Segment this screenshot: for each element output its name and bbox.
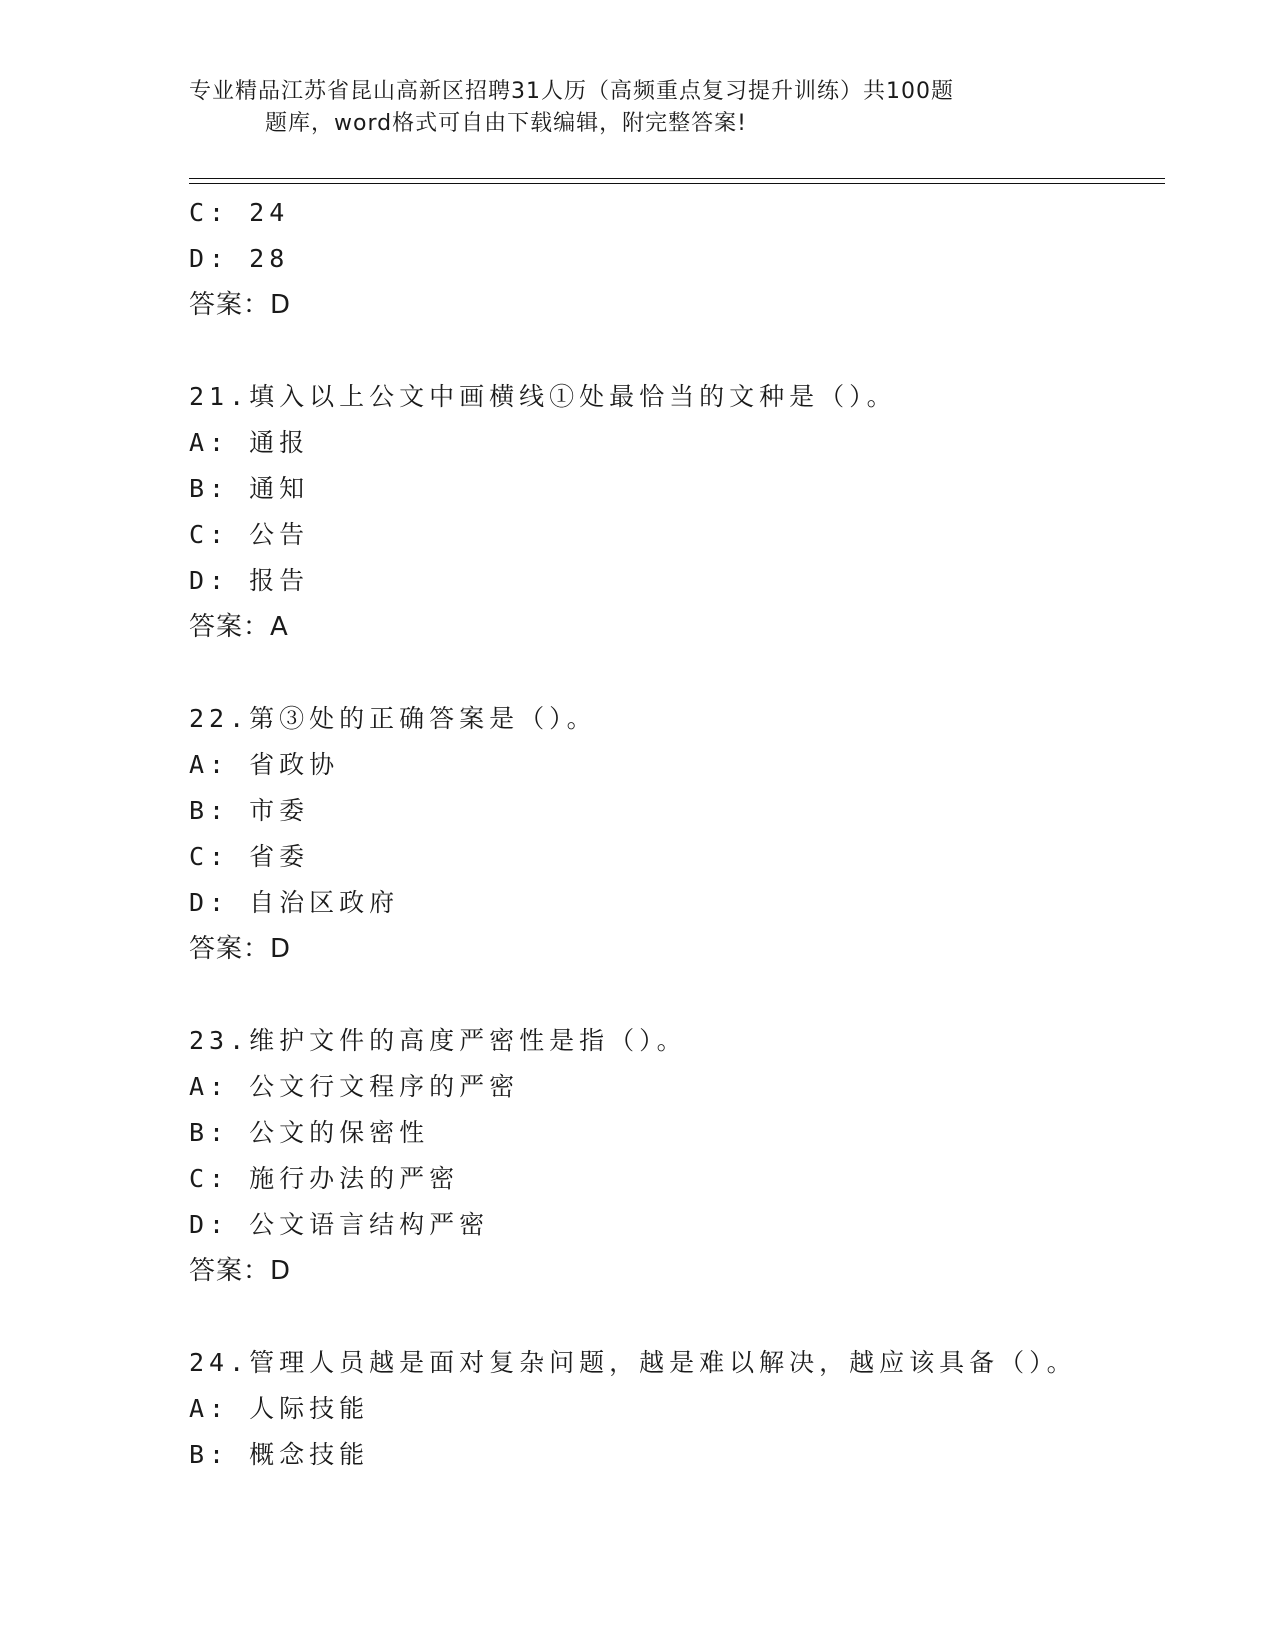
option-b: B: 通知 xyxy=(189,474,310,503)
option-b: B: 概念技能 xyxy=(189,1440,370,1469)
question-21 xyxy=(189,374,1169,650)
header-title-line-2: 题库，word格式可自由下载编辑，附完整答案! xyxy=(265,111,747,136)
answer-line: 答案：A xyxy=(189,612,289,642)
option-c: C: 公告 xyxy=(189,520,310,549)
question-23 xyxy=(189,1018,1169,1294)
option-b: B: 市委 xyxy=(189,796,310,825)
question-stem: 21.填入以上公文中画横线①处最恰当的文种是（）。 xyxy=(189,382,897,411)
question-list xyxy=(189,190,1169,1478)
option-d: D: 报告 xyxy=(189,566,310,595)
question-24 xyxy=(189,1340,1169,1478)
option-c: C: 24 xyxy=(189,198,290,227)
question-stem: 23.维护文件的高度严密性是指（）。 xyxy=(189,1026,687,1055)
question-22 xyxy=(189,696,1169,972)
option-b: B: 公文的保密性 xyxy=(189,1118,430,1147)
header-title-line-1: 专业精品江苏省昆山高新区招聘31人历（高频重点复习提升训练）共100题 xyxy=(189,79,954,104)
option-a: A: 人际技能 xyxy=(189,1394,370,1423)
header-divider xyxy=(189,178,1165,184)
option-a: A: 省政协 xyxy=(189,750,340,779)
answer-line: 答案：D xyxy=(189,290,292,320)
option-c: C: 施行办法的严密 xyxy=(189,1164,460,1193)
option-a: A: 通报 xyxy=(189,428,310,457)
question-stem: 24.管理人员越是面对复杂问题，越是难以解决，越应该具备（）。 xyxy=(189,1348,1077,1377)
option-c: C: 省委 xyxy=(189,842,310,871)
question-20-tail xyxy=(189,190,1169,328)
question-stem: 22.第③处的正确答案是（）。 xyxy=(189,704,597,733)
option-d: D: 自治区政府 xyxy=(189,888,400,917)
option-a: A: 公文行文程序的严密 xyxy=(189,1072,520,1101)
answer-line: 答案：D xyxy=(189,1256,292,1286)
option-d: D: 公文语言结构严密 xyxy=(189,1210,490,1239)
page-header xyxy=(189,76,1149,140)
option-d: D: 28 xyxy=(189,244,290,273)
answer-line: 答案：D xyxy=(189,934,292,964)
